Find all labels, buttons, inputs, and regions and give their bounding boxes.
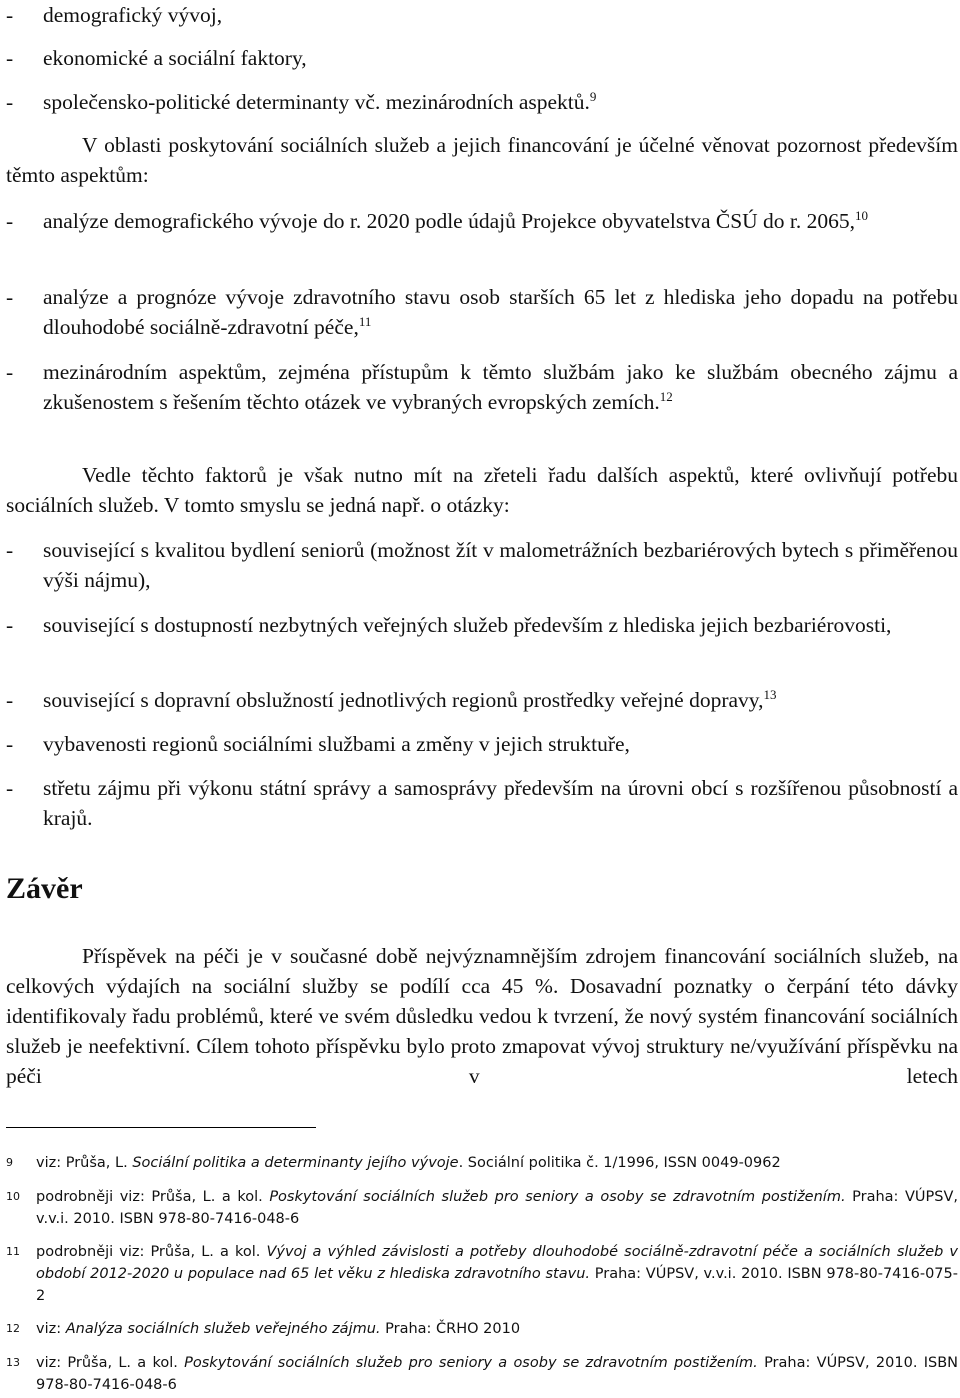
list-dash: - (6, 538, 14, 562)
list-dash: - (6, 209, 14, 233)
footnote-author: viz: Průša, L. a kol. (36, 1355, 185, 1371)
footnote-ref[interactable]: 10 (855, 207, 869, 223)
list-dash: - (6, 285, 14, 309)
list-item (43, 87, 958, 117)
footnote-number: 13 (6, 1356, 20, 1369)
list-item (43, 206, 958, 236)
list-item: vybavenosti regionů sociálními službami a změny v jejich struktuře, (43, 732, 630, 756)
list-item-text: společensko-politické determinanty vč. mezinárodních aspektů. (43, 90, 590, 114)
footnote-ref[interactable]: 11 (358, 313, 372, 329)
footnote-text (36, 1318, 958, 1340)
list-item: související s kvalitou bydlení seniorů (možnost žít v malometrážních bezbariérových bytech s přiměřenou výši nájmu), (43, 538, 958, 592)
list-item-text: související s dopravní obslužností jednotlivých regionů prostředky veřejné dopravy, (43, 688, 764, 712)
footnote-title: Analýza sociálních služeb veřejného zájmu. (65, 1321, 381, 1337)
footnote-title: Vývoj a výhled závislosti a potřeby dlouhodobé sociálně-zdravotní péče a sociálních služeb v období 2012-2020 u populace nad 65 let věku z hlediska zdravotního stavu. (36, 1244, 959, 1282)
list-dash: - (6, 613, 14, 637)
footnote-number: 10 (6, 1190, 20, 1203)
list-dash: - (6, 90, 14, 114)
footnote-separator (6, 1127, 316, 1128)
footnote-number: 11 (6, 1245, 20, 1258)
footnote-source: . Sociální politika č. 1/1996, ISSN 0049-0962 (458, 1155, 781, 1171)
list-item: střetu zájmu při výkonu státní správy a samosprávy především na úrovni obcí s rozšířenou působností a krajů. (43, 776, 958, 830)
paragraph: V oblasti poskytování sociálních služeb a jejich financování je účelné věnovat pozornost především těmto aspektům: (6, 133, 958, 187)
list-item (43, 282, 958, 342)
footnote-number: 9 (6, 1156, 13, 1169)
footnote-title: Poskytování sociálních služeb pro seniory a osoby se zdravotním postižením. (269, 1189, 846, 1205)
list-dash: - (6, 360, 14, 384)
list-item-text: analýze a prognóze vývoje zdravotního stavu osob starších 65 let z hlediska jeho dopadu na potřebu dlouhodobé sociálně-zdravotní péče, (43, 285, 958, 339)
footnote-number: 12 (6, 1322, 20, 1335)
list-item (43, 357, 958, 417)
footnote-source: Praha: VÚPSV, v.v.i. 2010. ISBN 978-80-7416-048-6 (36, 1189, 958, 1227)
footnote-text (36, 1186, 958, 1230)
list-item (43, 685, 958, 715)
list-item: související s dostupností nezbytných veřejných služeb především z hlediska jejich bezbariérovosti, (43, 613, 892, 637)
list-item-text: analýze demografického vývoje do r. 2020 podle údajů Projekce obyvatelstva ČSÚ do r. 2065, (43, 209, 856, 233)
list-item: demografický vývoj, (43, 3, 223, 27)
list-dash: - (6, 776, 14, 800)
footnote-text (36, 1352, 958, 1396)
footnote-title: Sociální politika a determinanty jejího vývoje (132, 1155, 459, 1171)
list-item-text: mezinárodním aspektům, zejména přístupům k těmto službám jako ke službám obecného zájmu a zkušenostem s řešením těchto otázek ve vybraných evropských zemích. (43, 360, 958, 414)
footnote-author: podrobněji viz: Průša, L. a kol. (36, 1189, 270, 1205)
footnote-source: Praha: VÚPSV, 2010. ISBN 978-80-7416-048-6 (36, 1355, 958, 1393)
footnote-source: Praha: ČRHO 2010 (380, 1321, 521, 1337)
list-item: ekonomické a sociální faktory, (43, 46, 307, 70)
section-heading: Závěr (6, 872, 83, 905)
footnote-ref[interactable]: 9 (589, 88, 597, 104)
paragraph: Vedle těchto faktorů je však nutno mít na zřeteli řadu dalších aspektů, které ovlivňují potřebu sociálních služeb. V tomto smyslu se jedná např. o otázky: (6, 463, 958, 517)
footnote-author: viz: (36, 1321, 66, 1337)
paragraph: Příspěvek na péči je v současné době nejvýznamnějším zdrojem financování sociálních služeb, na celkových výdajích na sociální služby se podílí cca 45 %. Dosavadní poznatky o čerpání této dávky identifikovaly řadu problémů, které ve svém důsledku vedou k tvrzení, že nový systém financování sociálních služeb je neefektivní. Cílem tohoto příspěvku bylo proto zmapovat vývoj struktury ne/využívání příspěvku na péči v letech (6, 944, 958, 1088)
footnote-title: Poskytování sociálních služeb pro seniory a osoby se zdravotním postižením. (184, 1355, 758, 1371)
list-dash: - (6, 46, 14, 70)
footnote-ref[interactable]: 12 (659, 388, 673, 404)
list-dash: - (6, 3, 14, 27)
footnote-author: podrobněji viz: Průša, L. a kol. (36, 1244, 267, 1260)
footnote-source: Praha: VÚPSV, v.v.i. 2010. ISBN 978-80-7416-075-2 (36, 1266, 958, 1304)
footnote-ref[interactable]: 13 (763, 686, 777, 702)
list-dash: - (6, 688, 14, 712)
list-dash: - (6, 732, 14, 756)
footnote-text (36, 1241, 958, 1307)
footnote-author: viz: Průša, L. (36, 1155, 133, 1171)
footnote-text (36, 1152, 958, 1174)
